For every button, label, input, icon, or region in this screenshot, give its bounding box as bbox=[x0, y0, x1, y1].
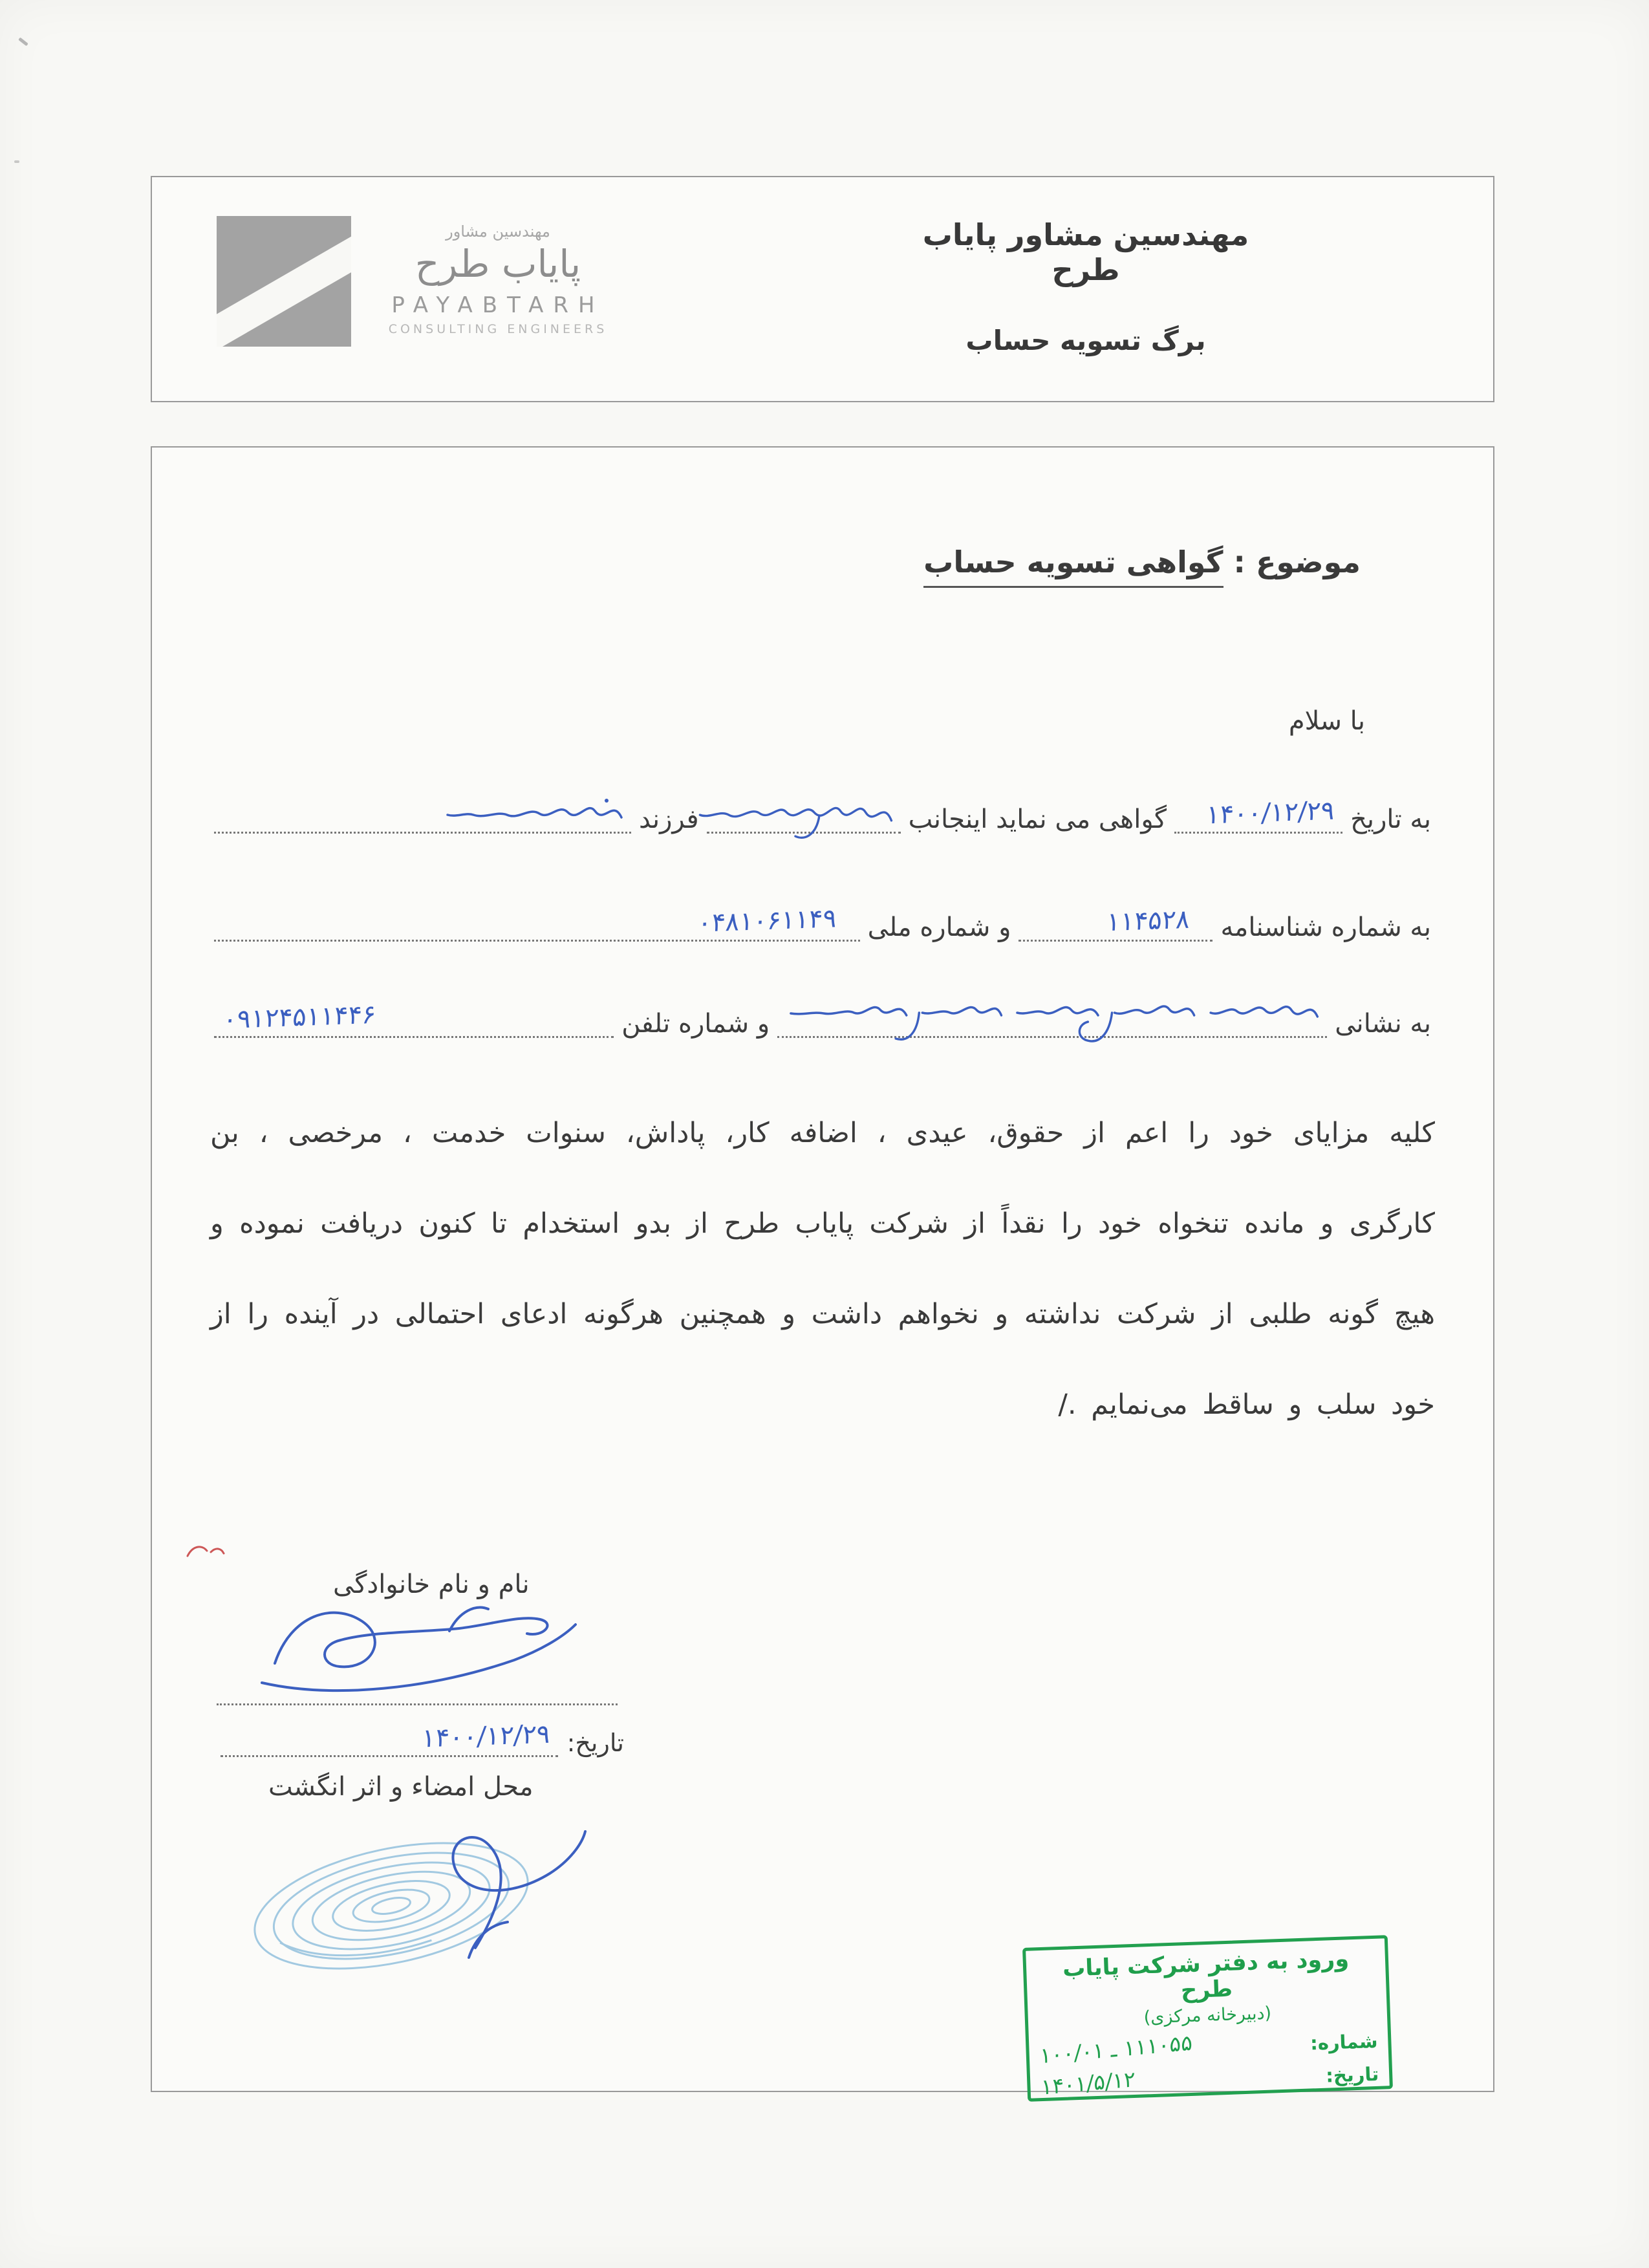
letterhead-titles bbox=[898, 217, 1273, 356]
logo-brand-fa: پایاب طرح bbox=[415, 242, 581, 286]
dotted-blank-father-name bbox=[214, 787, 631, 834]
label-be-tarikh: به تاریخ bbox=[1350, 805, 1431, 834]
form-line-id-numbers bbox=[210, 895, 1435, 942]
salutation: با سلام bbox=[1288, 706, 1365, 736]
stamp-number-row bbox=[1039, 2027, 1378, 2069]
logo-tagline-en: CONSULTING ENGINEERS bbox=[388, 322, 608, 336]
company-logo-text bbox=[359, 222, 637, 336]
name-label: نام و نام خانوادگی bbox=[333, 1570, 530, 1599]
handwritten-phone: ۰۹۱۲۴۵۱۱۴۴۶ bbox=[222, 999, 377, 1035]
scan-speck bbox=[18, 38, 28, 47]
dotted-blank-id-number bbox=[1018, 895, 1212, 942]
stamp-number-value: ۱۱۱۰۵۵ ـ ۱۰۰/۰۱ bbox=[1040, 2029, 1192, 2069]
company-logo-mark bbox=[217, 216, 351, 347]
letterhead-box bbox=[151, 176, 1494, 402]
handwritten-id-number: ۱۱۴۵۲۸ bbox=[1105, 904, 1191, 938]
handwritten-address-scribble bbox=[758, 983, 1327, 1054]
form-line-date-name bbox=[210, 787, 1435, 834]
handwritten-name-scribble bbox=[687, 785, 901, 850]
logo-brand-en: PAYABTARH bbox=[391, 292, 605, 318]
stamp-title: ورود به دفتر شرکت پایاب طرح bbox=[1062, 1946, 1350, 2004]
subject-line bbox=[923, 545, 1361, 579]
handwritten-father-name-scribble bbox=[437, 785, 631, 850]
signature-date-row bbox=[217, 1718, 624, 1757]
form-line-address-phone bbox=[210, 991, 1435, 1038]
dotted-blank-phone bbox=[214, 991, 614, 1038]
handwritten-date: ۱۴۰۰/۱۲/۲۹ bbox=[1205, 795, 1336, 830]
subject-value: گواهی تسویه حساب bbox=[923, 545, 1223, 588]
stamp-date-label: تاریخ: bbox=[1325, 2062, 1379, 2087]
office-entry-stamp bbox=[1022, 1935, 1393, 2102]
handwritten-signature-date: ۱۴۰۰/۱۲/۲۹ bbox=[420, 1719, 552, 1754]
label-neshani: به نشانی bbox=[1335, 1009, 1431, 1039]
logo-stripe bbox=[217, 229, 351, 347]
signature-place-label: محل امضاء و اثر انگشت bbox=[268, 1772, 534, 1802]
subject-label: موضوع : bbox=[1233, 545, 1361, 579]
dotted-blank-name bbox=[707, 787, 901, 834]
signature-dotted-line bbox=[217, 1679, 618, 1705]
stamp-date-row bbox=[1040, 2060, 1379, 2100]
dotted-blank-signature-date bbox=[221, 1718, 558, 1757]
fingerprint-and-flourish bbox=[197, 1796, 611, 1990]
label-telefon: و شماره تلفن bbox=[621, 1009, 770, 1039]
red-ink-mark bbox=[182, 1538, 228, 1564]
label-shenasnameh: به شماره شناسنامه bbox=[1220, 913, 1431, 942]
dotted-blank-national-id bbox=[214, 895, 860, 942]
label-farzand: فرزند bbox=[638, 805, 699, 834]
logo-tagline-fa: مهندسین مشاور bbox=[446, 222, 550, 241]
label-melli: و شماره ملی bbox=[867, 913, 1011, 942]
form-title: برگ تسویه حساب bbox=[965, 325, 1206, 356]
letter-body-box bbox=[151, 446, 1494, 2100]
signature-date-label: تاریخ: bbox=[566, 1729, 624, 1757]
dotted-blank-address bbox=[777, 991, 1327, 1038]
handwritten-national-id: ۰۴۸۱۰۶۱۱۴۹ bbox=[696, 903, 838, 938]
settlement-declaration-paragraph: کلیه مزایای خود را اعم از حقوق، عیدی ، اضافه کار، پاداش، سنوات خدمت ، مرخصی ، بن کارگری و مانده تنخواه خود را نقداً از شرکت پایاب طرح از بدو استخدام تا کنون دریافت نموده و هیچ گونه طلبی از شرکت نداشته و نخواهم داشت و همچنین هرگونه ادعای احتمالی در آینده را از خود سلب و ساقط می‌نمایم ./ bbox=[210, 1117, 1435, 1421]
dotted-blank-date bbox=[1174, 787, 1342, 834]
stamp-subtitle: (دبیرخانه مرکزی) bbox=[1143, 2003, 1272, 2028]
stamp-date-value: ۱۴۰۱/۵/۱۲ bbox=[1040, 2066, 1136, 2100]
label-govahi-minamayad: گواهی می نماید اینجانب bbox=[908, 805, 1167, 834]
company-title: مهندسین مشاور پایاب طرح bbox=[922, 217, 1249, 287]
scan-speck bbox=[14, 160, 19, 163]
stamp-number-label: شماره: bbox=[1310, 2029, 1378, 2055]
